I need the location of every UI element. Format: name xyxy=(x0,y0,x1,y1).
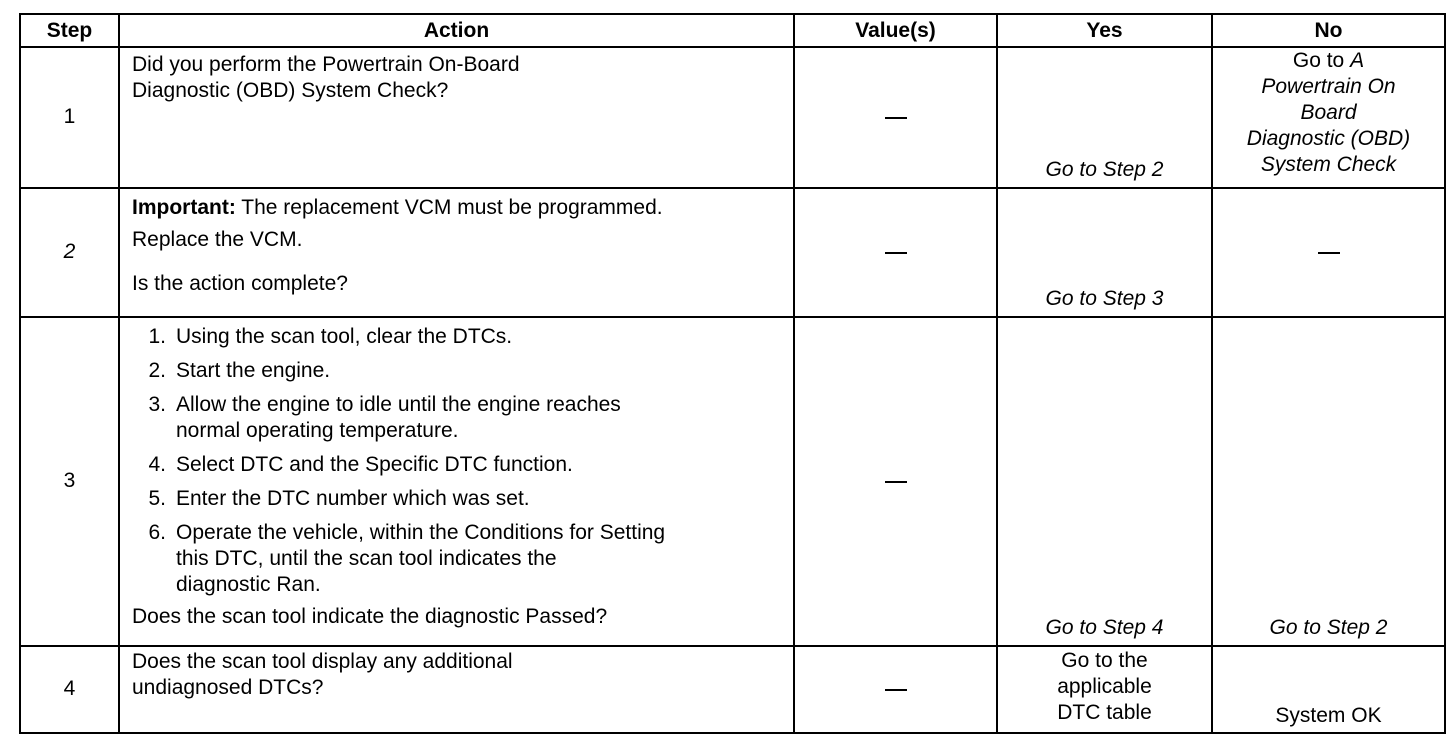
action-question: Does the scan tool indicate the diagnostic Passed? xyxy=(132,604,608,628)
substep-line: normal operating temperature. xyxy=(176,418,459,442)
substep-line: Operate the vehicle, within the Conditions for Setting xyxy=(176,520,666,544)
step-number: 2 xyxy=(20,188,119,317)
yes-text: DTC table xyxy=(1057,700,1152,724)
substep-number: 4. xyxy=(148,452,166,476)
substep-number: 5. xyxy=(148,486,166,510)
yes-text: applicable xyxy=(1057,674,1152,698)
substep-number: 6. xyxy=(148,520,166,544)
no-text: System OK xyxy=(1275,704,1382,727)
substep-number: 3. xyxy=(148,392,166,416)
no-link-text: A xyxy=(1350,49,1365,72)
no-cell xyxy=(1212,646,1445,733)
substep-line: Allow the engine to idle until the engine reaches xyxy=(176,392,621,416)
list-item xyxy=(132,520,781,598)
table-row-step-4 xyxy=(20,646,1445,733)
action-text: undiagnosed DTCs? xyxy=(132,675,324,699)
list-item xyxy=(132,452,781,478)
value-dash xyxy=(885,481,907,483)
no-cell xyxy=(1212,47,1445,188)
yes-cell xyxy=(997,188,1212,317)
table-row-step-2 xyxy=(20,188,1445,317)
no-link-text: Board xyxy=(1300,101,1357,124)
yes-link[interactable]: Go to Step 4 xyxy=(1045,615,1164,639)
no-link[interactable]: Go to Step 2 xyxy=(1269,615,1388,639)
no-prefix: Go to xyxy=(1292,49,1345,72)
value-cell xyxy=(794,317,997,646)
value-cell xyxy=(794,646,997,733)
yes-cell xyxy=(997,646,1212,733)
yes-link[interactable]: Go to Step 3 xyxy=(1045,286,1164,310)
substep-text: Select DTC and the Specific DTC function. xyxy=(176,452,573,476)
action-cell xyxy=(119,646,794,733)
header-row xyxy=(20,14,1445,47)
important-text: The replacement VCM must be programmed. xyxy=(235,195,663,219)
value-dash xyxy=(885,689,907,691)
header-values: Value(s) xyxy=(794,14,997,47)
header-action: Action xyxy=(119,14,794,47)
no-link-text: Powertrain On xyxy=(1261,75,1396,98)
no-cell xyxy=(1212,188,1445,317)
step-number: 1 xyxy=(20,47,119,188)
action-text: Diagnostic (OBD) System Check? xyxy=(132,79,449,102)
substep-text: Enter the DTC number which was set. xyxy=(176,486,530,510)
action-text: Replace the VCM. xyxy=(132,227,303,251)
action-cell xyxy=(119,188,794,317)
substep-number: 2. xyxy=(148,358,166,382)
substep-line: diagnostic Ran. xyxy=(176,572,321,596)
important-note xyxy=(132,195,781,221)
substep-list xyxy=(132,324,781,598)
substep-text xyxy=(176,520,781,598)
list-item xyxy=(132,486,781,512)
header-yes: Yes xyxy=(997,14,1212,47)
value-cell xyxy=(794,47,997,188)
list-item xyxy=(132,392,781,444)
no-dash xyxy=(1318,252,1340,254)
action-text: Does the scan tool display any additional xyxy=(132,649,513,673)
action-cell xyxy=(119,47,794,188)
step-number: 3 xyxy=(20,317,119,646)
substep-text: Start the engine. xyxy=(176,358,331,382)
no-link-text: Diagnostic (OBD) xyxy=(1246,127,1411,150)
action-cell xyxy=(119,317,794,646)
no-link-text: System Check xyxy=(1260,153,1397,176)
list-item xyxy=(132,324,781,350)
no-cell xyxy=(1212,317,1445,646)
list-item xyxy=(132,358,781,384)
no-link[interactable] xyxy=(1219,48,1438,74)
substep-line: this DTC, until the scan tool indicates the xyxy=(176,546,557,570)
step-number: 4 xyxy=(20,646,119,733)
yes-cell xyxy=(997,317,1212,646)
diagnostic-table xyxy=(19,13,1446,734)
substep-number: 1. xyxy=(148,324,166,348)
value-cell xyxy=(794,188,997,317)
header-no: No xyxy=(1212,14,1445,47)
substep-text: Using the scan tool, clear the DTCs. xyxy=(176,324,513,348)
value-dash xyxy=(885,252,907,254)
value-dash xyxy=(885,117,907,119)
yes-text: Go to the xyxy=(1061,648,1148,672)
table-row-step-3 xyxy=(20,317,1445,646)
table-row-step-1 xyxy=(20,47,1445,188)
action-text: Did you perform the Powertrain On-Board xyxy=(132,53,520,76)
action-question: Is the action complete? xyxy=(132,271,348,295)
yes-cell xyxy=(997,47,1212,188)
substep-text xyxy=(176,392,781,444)
header-step: Step xyxy=(20,14,119,47)
important-label: Important: xyxy=(132,195,236,219)
yes-link[interactable]: Go to Step 2 xyxy=(1045,157,1164,181)
